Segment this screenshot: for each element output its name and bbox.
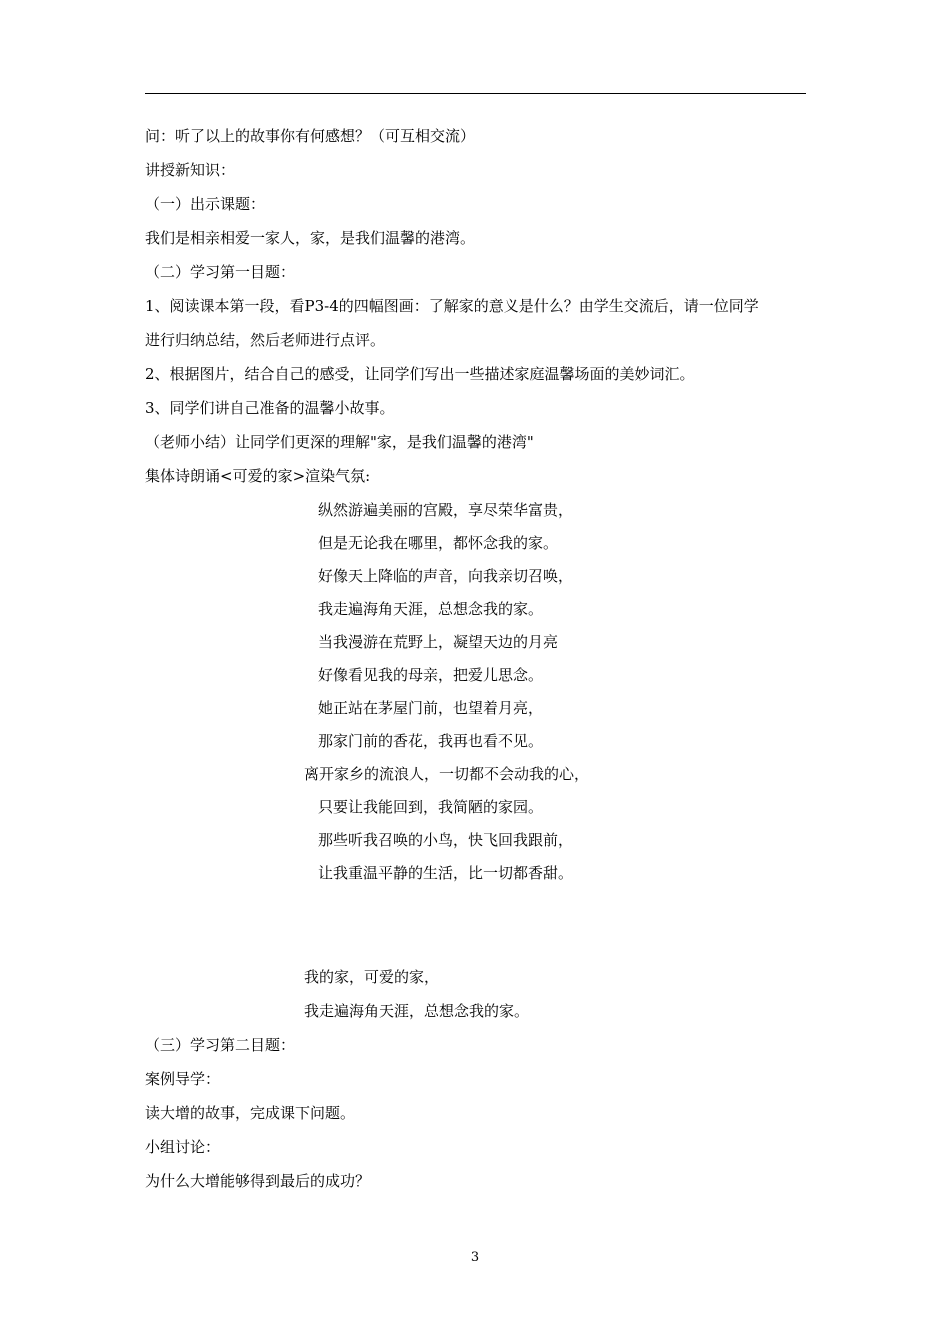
- item-1-line-a: 1、阅读课本第一段，看P3-4的四幅图画：了解家的意义是什么？由学生交流后，请一位同学: [145, 297, 759, 315]
- discussion-question: 为什么大增能够得到最后的成功？: [145, 1172, 371, 1190]
- poem-line: 当我漫游在荒野上，凝望天边的月亮: [318, 633, 559, 651]
- poem-line: 我走遍海角天涯，总想念我的家。: [318, 600, 544, 618]
- item-1-line-b: 进行归纳总结，然后老师进行点评。: [145, 331, 386, 349]
- item-3: 3、同学们讲自己准备的温馨小故事。: [145, 399, 395, 417]
- poem-line: 那些听我召唤的小鸟，快飞回我跟前，: [318, 831, 574, 849]
- section-2-title: （二）学习第一目题：: [145, 263, 296, 281]
- section-1-title: （一）出示课题：: [145, 195, 266, 213]
- case-study-title: 案例导学：: [145, 1070, 221, 1088]
- section-1-text: 我们是相亲相爱一家人，家，是我们温馨的港湾。: [145, 229, 476, 247]
- teacher-summary: （老师小结）让同学们更深的理解"家，是我们温馨的港湾": [145, 433, 534, 451]
- section-3-title: （三）学习第二目题：: [145, 1036, 296, 1054]
- group-discussion-title: 小组讨论：: [145, 1138, 221, 1156]
- poem-line: 让我重温平静的生活，比一切都香甜。: [318, 864, 574, 882]
- poem-line: 但是无论我在哪里，都怀念我的家。: [318, 534, 559, 552]
- poem-line: 离开家乡的流浪人，一切都不会动我的心，: [304, 765, 590, 783]
- poem-line: 纵然游遍美丽的宫殿，享尽荣华富贵，: [318, 501, 574, 519]
- poem-line: 她正站在茅屋门前，也望着月亮，: [318, 699, 544, 717]
- new-knowledge-heading: 讲授新知识：: [145, 161, 236, 179]
- recitation-line: 集体诗朗诵<可爱的家>渲染气氛:: [145, 467, 371, 485]
- header-rule: [145, 93, 806, 94]
- poem-line: 好像天上降临的声音，向我亲切召唤，: [318, 567, 574, 585]
- poem-chorus-line: 我的家，可爱的家，: [304, 968, 440, 986]
- poem-line: 那家门前的香花，我再也看不见。: [318, 732, 544, 750]
- page-number: 3: [470, 1250, 480, 1265]
- poem-chorus-line: 我走遍海角天涯，总想念我的家。: [304, 1002, 530, 1020]
- poem-line: 好像看见我的母亲，把爱儿思念。: [318, 666, 544, 684]
- item-2: 2、根据图片，结合自己的感受，让同学们写出一些描述家庭温馨场面的美妙词汇。: [145, 365, 695, 383]
- question-line: 问：听了以上的故事你有何感想？（可互相交流）: [145, 127, 476, 145]
- case-study-text: 读大增的故事，完成课下问题。: [145, 1104, 356, 1122]
- poem-line: 只要让我能回到，我简陋的家园。: [318, 798, 544, 816]
